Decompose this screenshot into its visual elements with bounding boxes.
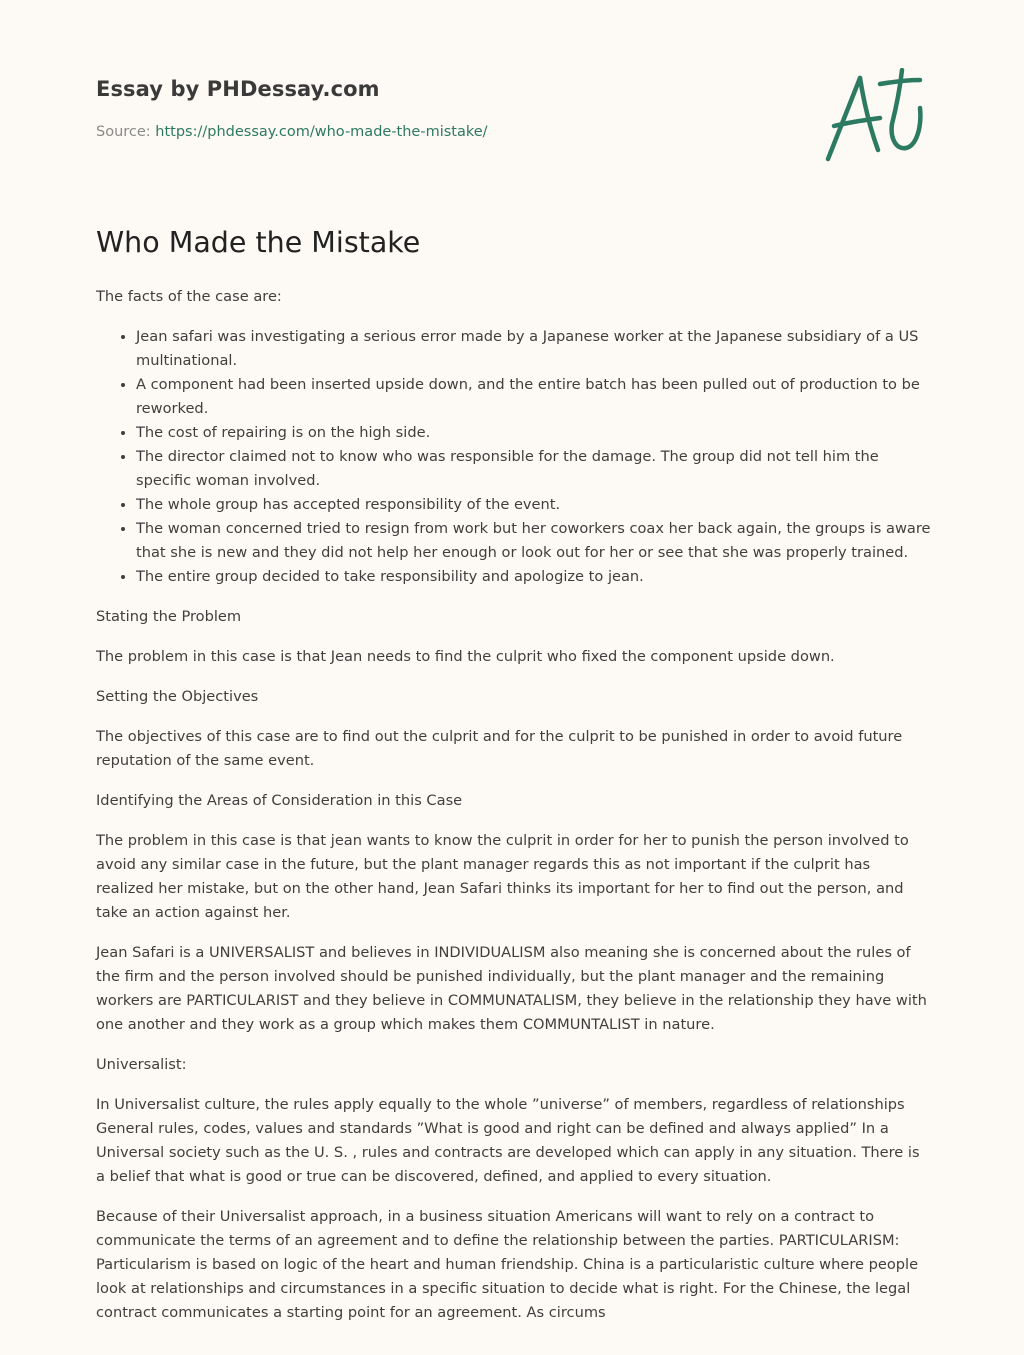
list-item: • The director claimed not to know who was responsible for the damage. The group did not tell him the specific woman involved. — [136, 445, 932, 493]
list-item: • A component had been inserted upside down, and the entire batch has been pulled out of production to be reworked. — [136, 373, 932, 421]
paragraph: The objectives of this case are to find out the culprit and for the culprit to be punished in order to avoid future reputation of the same event. — [96, 728, 903, 769]
site-brand: Essay by PHDessay.com — [96, 77, 380, 101]
source-label: Source: — [96, 124, 151, 140]
list-item: • Jean safari was investigating a serious error made by a Japanese worker at the Japanese subsidiary of a US multinational. — [136, 325, 932, 373]
source-link[interactable]: https://phdessay.com/who-made-the-mistake/ — [155, 124, 488, 140]
intro-paragraph: The facts of the case are: — [96, 288, 282, 305]
list-item: • The cost of repairing is on the high side. — [136, 421, 932, 445]
essay-title: Who Made the Mistake — [96, 226, 421, 259]
paragraph: In Universalist culture, the rules apply equally to the whole ”universe” of members, regardless of relationships General rules, codes, values and standards ”What is good and right can be defined and always applied” In a Universal society such as the U. S. , rules and contracts are developed which can apply in any situation. There is a belief that what is good or true can be discovered, defined, and applied to every situation. — [96, 1096, 920, 1185]
list-item: • The woman concerned tried to resign from work but her coworkers coax her back again, the groups is aware that she is new and they did not help her enough or look out for her or see that she was properly trained. — [136, 517, 932, 565]
paragraph: Because of their Universalist approach, in a business situation Americans will want to rely on a contract to communicate the terms of an agreement and to define the relationship between the parties. PARTICULARISM: Particularism is based on logic of the heart and human friendship. China is a particularistic culture where people look at relationships and circumstances in a specific situation to decide what is right. For the Chinese, the legal contract communicates a starting point for an agreement. As circums — [96, 1208, 919, 1321]
essay-body — [96, 285, 932, 1341]
section-heading: Setting the Objectives — [96, 688, 259, 705]
paragraph: The problem in this case is that jean wants to know the culprit in order for her to punish the person involved to avoid any similar case in the future, but the plant manager regards this as not important if the culprit has realized her mistake, but on the other hand, Jean Safari thinks its important for her to find out the person, and take an action against her. — [96, 832, 909, 921]
paragraph: The problem in this case is that Jean needs to find the culprit who fixed the component upside down. — [96, 648, 835, 665]
source-line — [96, 124, 488, 140]
section-heading: Stating the Problem — [96, 608, 242, 625]
section-heading: Universalist: — [96, 1056, 187, 1073]
paragraph: Jean Safari is a UNIVERSALIST and believes in INDIVIDUALISM also meaning she is concerned about the rules of the firm and the person involved should be punished individually, but the plant manager and the remaining workers are PARTICULARIST and they believe in COMMUNATALISM, they believe in the relationship they have with one another and they work as a group which makes them COMMUNTALIST in nature. — [96, 944, 927, 1033]
list-item: • The entire group decided to take responsibility and apologize to jean. — [136, 565, 932, 589]
section-heading: Identifying the Areas of Consideration in this Case — [96, 792, 463, 809]
a-plus-logo-icon — [820, 68, 928, 168]
facts-list — [96, 325, 932, 589]
list-item: • The whole group has accepted responsibility of the event. — [136, 493, 932, 517]
